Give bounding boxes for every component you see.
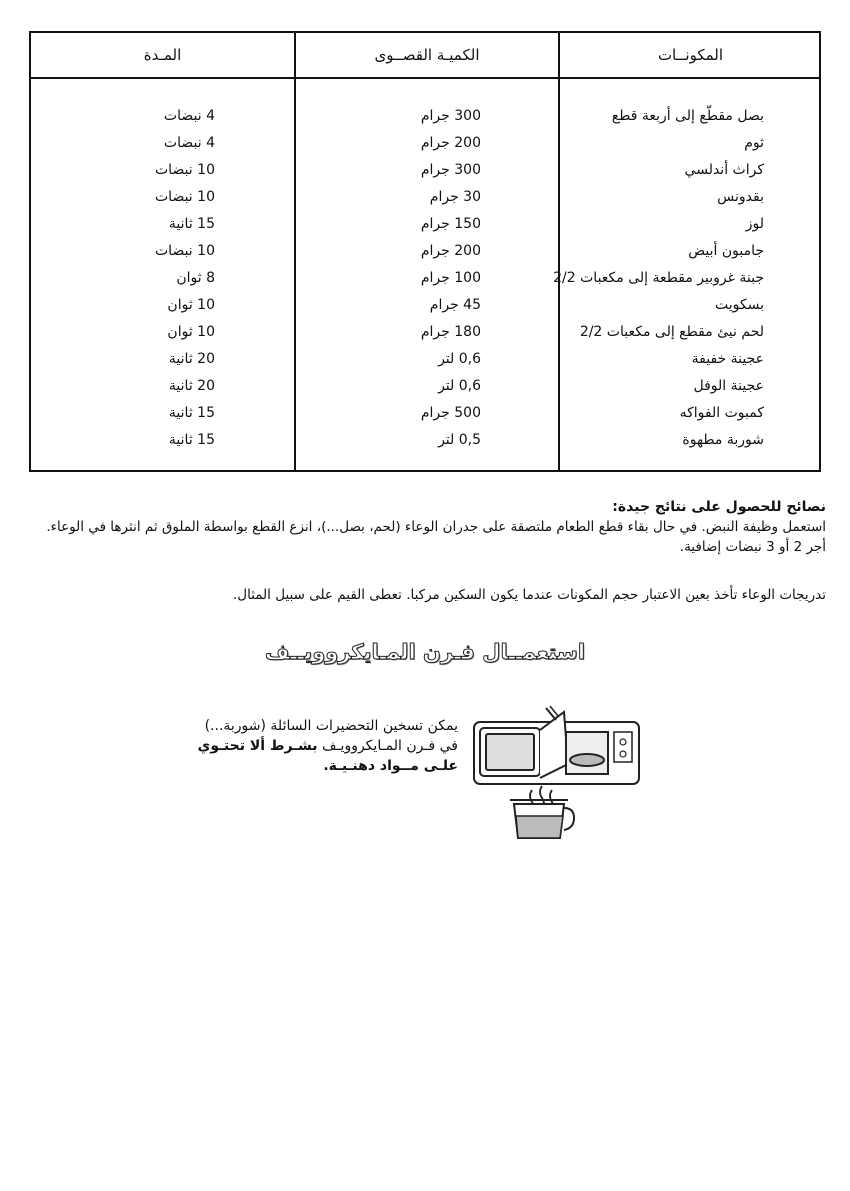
duration-cell: 10 ثوان: [167, 324, 215, 340]
quantity-cell: 200 جرام: [420, 243, 481, 259]
table-row: [31, 292, 819, 319]
ingredient-cell: ثوم: [744, 135, 764, 151]
ingredient-cell: شوربة مطهوة: [682, 432, 764, 448]
microwave-jug-illustration: [468, 700, 648, 840]
microwave-instructions: [190, 716, 458, 776]
duration-cell: 15 ثانية: [168, 216, 215, 232]
duration-cell: 20 ثانية: [168, 351, 215, 367]
table-body: [31, 103, 819, 454]
quantity-cell: 300 جرام: [420, 162, 481, 178]
ingredient-cell: لحم نيئ مقطع إلى مكعبات 2/2: [579, 324, 764, 340]
quantity-cell: 0,6 لتر: [438, 351, 481, 367]
ingredient-cell: بصل مقطّع إلى أربعة قطع: [611, 108, 764, 124]
duration-cell: 15 ثانية: [168, 405, 215, 421]
duration-cell: 10 نبضات: [155, 243, 215, 259]
duration-cell: 10 نبضات: [155, 162, 215, 178]
quantity-cell: 45 جرام: [429, 297, 481, 313]
quantity-cell: 0,6 لتر: [438, 378, 481, 394]
ingredient-cell: كراث أندلسي: [684, 162, 764, 178]
microwave-text-line: علـى مــواد دهنـيـة.: [323, 758, 458, 774]
ingredients-table: [29, 31, 821, 472]
table-row: [31, 184, 819, 211]
ingredient-cell: جبنة غروبير مقطعة إلى مكعبات 2/2: [553, 270, 764, 286]
microwave-icon: [474, 706, 639, 784]
table-row: [31, 265, 819, 292]
table-row: [31, 319, 819, 346]
quantity-cell: 200 جرام: [420, 135, 481, 151]
quantity-cell: 30 جرام: [429, 189, 481, 205]
header-duration: المـدة: [143, 46, 182, 64]
duration-cell: 20 ثانية: [168, 378, 215, 394]
ingredient-cell: لوز: [745, 216, 764, 232]
tips-section: [24, 497, 826, 605]
quantity-cell: 500 جرام: [420, 405, 481, 421]
tips-line: استعمل وظيفة النبض. في حال بقاء قطع الطعام ملتصقة على جدران الوعاء (لحم، بصل...)، انزع القطع بواسطة الملوق ثم انثرها في الوعاء.: [46, 519, 826, 535]
quantity-cell: 300 جرام: [420, 108, 481, 124]
ingredient-cell: جامبون أبيض: [688, 243, 764, 259]
table-row: [31, 157, 819, 184]
tips-note: تدريجات الوعاء تأخذ بعين الاعتبار حجم المكونات عندما يكون السكين مركبا. تعطى القيم على سبيل المثال.: [232, 587, 826, 603]
tips-line: أجر 2 أو 3 نبضات إضافية.: [679, 539, 826, 555]
microwave-text-line: يمكن تسخين التحضيرات السائلة (شوربة...): [204, 718, 458, 734]
duration-cell: 10 ثوان: [167, 297, 215, 313]
ingredient-cell: عجينة الوفل: [693, 378, 764, 394]
header-divider: [31, 77, 819, 79]
table-row: [31, 238, 819, 265]
duration-cell: 15 ثانية: [168, 432, 215, 448]
tips-title: نصائح للحصول على نتائج جيدة:: [612, 499, 826, 515]
ingredient-cell: كمبوت الفواكه: [679, 405, 764, 421]
ingredient-cell: بسكويت: [715, 297, 764, 313]
header-max-quantity: الكميـة القصــوى: [374, 46, 480, 64]
header-ingredients: المكونــات: [657, 46, 724, 64]
microwave-text-bold: بشـرط ألا تحتـوي: [197, 738, 318, 754]
microwave-section-title: استعمــال فـرن المـايكروويــف: [264, 640, 586, 664]
table-row: [31, 346, 819, 373]
ingredient-cell: بقدونس: [717, 189, 764, 205]
ingredient-cell: عجينة خفيفة: [691, 351, 764, 367]
quantity-cell: 0,5 لتر: [438, 432, 481, 448]
table-row: [31, 103, 819, 130]
microwave-text-plain: في فـرن المـايكروويـف: [317, 738, 458, 754]
table-row: [31, 211, 819, 238]
microwave-text-line: [190, 736, 458, 756]
duration-cell: 4 نبضات: [163, 135, 215, 151]
table-row: [31, 427, 819, 454]
quantity-cell: 100 جرام: [420, 270, 481, 286]
table-row: [31, 130, 819, 157]
quantity-cell: 150 جرام: [420, 216, 481, 232]
duration-cell: 4 نبضات: [163, 108, 215, 124]
duration-cell: 10 نبضات: [155, 189, 215, 205]
quantity-cell: 180 جرام: [420, 324, 481, 340]
duration-cell: 8 ثوان: [176, 270, 215, 286]
jug-icon: [510, 800, 574, 838]
table-row: [31, 400, 819, 427]
table-row: [31, 373, 819, 400]
